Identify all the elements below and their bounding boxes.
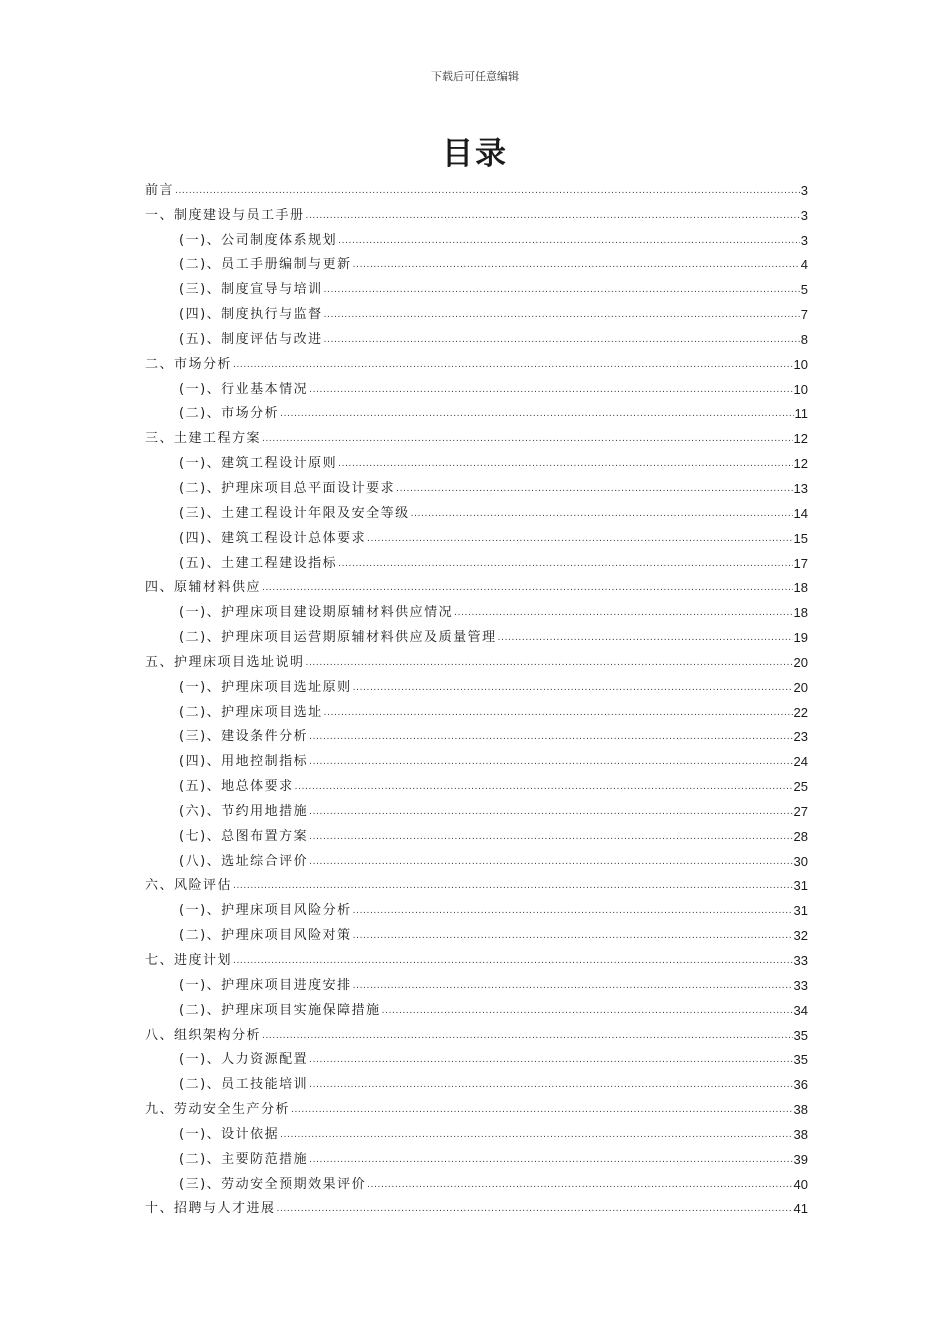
toc-page-number: 33 <box>793 977 808 993</box>
toc-subsection-entry[interactable] <box>145 671 808 696</box>
toc-page-number: 36 <box>793 1077 808 1093</box>
toc-subsection-entry[interactable] <box>145 547 808 572</box>
toc-leader-dots <box>338 236 800 246</box>
toc-entry-text: 三、土建工程方案 <box>145 431 262 447</box>
toc-subsection-entry[interactable] <box>145 298 808 323</box>
toc-leader-dots <box>262 583 793 593</box>
toc-page-number: 7 <box>800 307 808 323</box>
toc-page-number: 12 <box>793 431 808 447</box>
toc-subsection-entry[interactable] <box>145 696 808 721</box>
toc-subsection-entry[interactable] <box>145 273 808 298</box>
toc-page-number: 28 <box>793 828 808 844</box>
toc-entry-text: (一)、建筑工程设计原则 <box>179 456 338 472</box>
toc-entry-text: (一)、行业基本情况 <box>179 381 309 397</box>
toc-page-number: 13 <box>793 480 808 496</box>
toc-leader-dots <box>454 608 792 618</box>
toc-subsection-entry[interactable] <box>145 224 808 249</box>
toc-leader-dots <box>338 459 792 469</box>
toc-entry-text: (二)、主要防范措施 <box>179 1151 309 1167</box>
toc-leader-dots <box>280 1130 792 1140</box>
toc-leader-dots <box>309 832 792 842</box>
toc-leader-dots <box>498 633 793 643</box>
toc-page-number: 18 <box>793 580 808 596</box>
toc-subsection-entry[interactable] <box>145 472 808 497</box>
toc-subsection-entry[interactable] <box>145 1118 808 1143</box>
toc-entry-text: (二)、护理床项目运营期原辅材料供应及质量管理 <box>179 630 497 646</box>
toc-entry-text: 五、护理床项目选址说明 <box>145 654 305 670</box>
toc-page-number: 31 <box>793 878 808 894</box>
toc-leader-dots <box>277 1204 793 1214</box>
toc-section-entry[interactable] <box>145 174 808 199</box>
toc-page-number: 33 <box>793 953 808 968</box>
toc-entry-text: (三)、劳动安全预期效果评价 <box>179 1176 367 1192</box>
toc-subsection-entry[interactable] <box>145 1044 808 1069</box>
toc-leader-dots <box>324 335 800 345</box>
toc-leader-dots <box>309 385 792 395</box>
toc-entry-text: (三)、建设条件分析 <box>179 729 309 745</box>
toc-subsection-entry[interactable] <box>145 845 808 870</box>
toc-entry-text: (二)、市场分析 <box>179 406 280 422</box>
toc-subsection-entry[interactable] <box>145 249 808 274</box>
toc-section-entry[interactable] <box>145 572 808 597</box>
toc-page-number: 3 <box>800 182 808 198</box>
toc-leader-dots <box>324 310 800 320</box>
toc-section-entry[interactable] <box>145 422 808 447</box>
toc-entry-text: (三)、制度宣导与培训 <box>179 282 323 298</box>
toc-entry-text: 二、市场分析 <box>145 356 233 372</box>
toc-leader-dots <box>291 1105 793 1115</box>
toc-page-number: 38 <box>793 1126 808 1142</box>
toc-entry-text: 四、原辅材料供应 <box>145 580 262 596</box>
toc-leader-dots <box>262 434 793 444</box>
toc-page-number: 24 <box>793 754 808 770</box>
toc-subsection-entry[interactable] <box>145 721 808 746</box>
toc-leader-dots <box>411 509 793 519</box>
toc-entry-text: 八、组织架构分析 <box>145 1027 262 1043</box>
toc-subsection-entry[interactable] <box>145 497 808 522</box>
toc-page-number: 4 <box>800 257 808 273</box>
toc-leader-dots <box>233 360 793 370</box>
toc-entry-text: 十、招聘与人才进展 <box>145 1201 276 1217</box>
toc-page-number: 34 <box>793 1002 808 1018</box>
toc-leader-dots <box>306 211 800 221</box>
toc-page-number: 41 <box>793 1201 808 1217</box>
toc-leader-dots <box>353 931 793 941</box>
toc-page-number: 38 <box>793 1102 808 1118</box>
toc-leader-dots <box>353 981 793 991</box>
toc-page-number: 3 <box>800 232 808 248</box>
toc-entry-text: (二)、护理床项目选址 <box>179 704 323 720</box>
toc-leader-dots <box>396 484 792 494</box>
toc-leader-dots <box>175 186 800 196</box>
toc-subsection-entry[interactable] <box>145 919 808 944</box>
toc-subsection-entry[interactable] <box>145 447 808 472</box>
toc-page-number: 20 <box>793 679 808 695</box>
toc-leader-dots <box>324 285 800 295</box>
toc-subsection-entry[interactable] <box>145 795 808 820</box>
header-note: 下载后可任意编辑 <box>431 70 519 83</box>
toc-page-number: 35 <box>793 1027 808 1043</box>
toc-leader-dots <box>309 807 792 817</box>
toc-page-number: 15 <box>793 530 808 546</box>
toc-subsection-entry[interactable] <box>145 994 808 1019</box>
toc-entry-text: 六、风险评估 <box>145 878 233 894</box>
toc-page-number: 20 <box>793 654 808 670</box>
toc-leader-dots <box>295 782 793 792</box>
toc-entry-text: (三)、土建工程设计年限及安全等级 <box>179 505 410 521</box>
toc-page-number: 25 <box>793 779 808 795</box>
toc-section-entry[interactable] <box>145 1093 808 1118</box>
toc-subsection-entry[interactable] <box>145 820 808 845</box>
toc-section-entry[interactable] <box>145 1019 808 1044</box>
toc-entry-text: (四)、用地控制指标 <box>179 754 309 770</box>
toc-leader-dots <box>353 906 793 916</box>
toc-section-entry[interactable] <box>145 1193 808 1218</box>
toc-leader-dots <box>233 881 793 891</box>
toc-section-entry[interactable] <box>145 348 808 373</box>
toc-leader-dots <box>309 1080 792 1090</box>
toc-subsection-entry[interactable] <box>145 596 808 621</box>
toc-entry-text: (二)、员工技能培训 <box>179 1077 309 1093</box>
toc-page-number: 18 <box>793 605 808 621</box>
toc-entry-text: (一)、护理床项目进度安排 <box>179 977 352 993</box>
toc-subsection-entry[interactable] <box>145 373 808 398</box>
toc-section-entry[interactable] <box>145 199 808 224</box>
toc-leader-dots <box>353 683 793 693</box>
toc-leader-dots <box>306 658 793 668</box>
toc-leader-dots <box>309 1155 792 1165</box>
toc-page-number: 22 <box>793 704 808 720</box>
toc-page-number: 32 <box>793 928 808 944</box>
toc-entry-text: (二)、护理床项目实施保障措施 <box>179 1002 381 1018</box>
toc-subsection-entry[interactable] <box>145 621 808 646</box>
toc-leader-dots <box>367 534 792 544</box>
toc-leader-dots <box>382 1006 793 1016</box>
toc-page-number: 10 <box>793 356 808 372</box>
toc-page-number: 27 <box>793 803 808 819</box>
toc-page-number: 14 <box>793 505 808 521</box>
toc-page-number: 11 <box>794 406 808 422</box>
toc-leader-dots <box>309 732 792 742</box>
toc-entry-text: (二)、员工手册编制与更新 <box>179 257 352 273</box>
toc-leader-dots <box>309 857 792 867</box>
toc-entry-text: (四)、制度执行与监督 <box>179 307 323 323</box>
toc-page-number: 12 <box>793 456 808 472</box>
toc-entry-text: (八)、选址综合评价 <box>179 853 309 869</box>
toc-subsection-entry[interactable] <box>145 522 808 547</box>
toc-page-number: 19 <box>793 630 808 646</box>
toc-entry-text: (二)、护理床项目总平面设计要求 <box>179 480 396 496</box>
toc-leader-dots <box>309 1055 792 1065</box>
toc-entry-text: 九、劳动安全生产分析 <box>145 1102 291 1118</box>
toc-entry-text: (一)、护理床项目建设期原辅材料供应情况 <box>179 605 454 621</box>
toc-page-number: 39 <box>793 1151 808 1167</box>
toc-leader-dots <box>353 260 800 270</box>
toc-subsection-entry[interactable] <box>145 323 808 348</box>
toc-entry-text: 七、进度计划 <box>145 953 233 968</box>
toc-section-entry[interactable] <box>145 870 808 895</box>
toc-entry-text: (六)、节约用地措施 <box>179 803 309 819</box>
toc-page-number: 31 <box>793 903 808 919</box>
toc-list <box>145 174 808 1217</box>
toc-leader-dots <box>338 559 792 569</box>
toc-page-number: 17 <box>793 555 808 571</box>
toc-leader-dots <box>324 708 793 718</box>
toc-entry-text: (一)、护理床项目选址原则 <box>179 679 352 695</box>
toc-leader-dots <box>309 757 792 767</box>
toc-subsection-entry[interactable] <box>145 770 808 795</box>
toc-subsection-entry[interactable] <box>145 1143 808 1168</box>
toc-subsection-entry[interactable] <box>145 1168 808 1193</box>
toc-leader-dots <box>233 956 793 966</box>
toc-page-number: 40 <box>793 1176 808 1192</box>
toc-page-number: 23 <box>793 729 808 745</box>
toc-subsection-entry[interactable] <box>145 969 808 994</box>
toc-page-number: 5 <box>800 282 808 298</box>
toc-entry-text: (一)、设计依据 <box>179 1126 280 1142</box>
toc-entry-text: (四)、建筑工程设计总体要求 <box>179 530 367 546</box>
toc-title: 目录 <box>442 136 508 172</box>
toc-entry-text: 一、制度建设与员工手册 <box>145 207 305 223</box>
toc-page-number: 8 <box>800 331 808 347</box>
toc-entry-text: (二)、护理床项目风险对策 <box>179 928 352 944</box>
toc-page-number: 35 <box>793 1052 808 1068</box>
toc-subsection-entry[interactable] <box>145 398 808 423</box>
toc-page-number: 10 <box>793 381 808 397</box>
toc-subsection-entry[interactable] <box>145 894 808 919</box>
toc-entry-text: (五)、土建工程建设指标 <box>179 555 338 571</box>
toc-entry-text: (五)、地总体要求 <box>179 779 294 795</box>
toc-entry-text: (一)、人力资源配置 <box>179 1052 309 1068</box>
toc-page-number: 3 <box>800 207 808 223</box>
toc-entry-text: (一)、公司制度体系规划 <box>179 232 338 248</box>
toc-page-number: 30 <box>793 853 808 869</box>
toc-leader-dots <box>262 1031 793 1041</box>
toc-section-entry[interactable] <box>145 646 808 671</box>
toc-subsection-entry[interactable] <box>145 1068 808 1093</box>
toc-leader-dots <box>367 1180 792 1190</box>
toc-entry-text: (七)、总图布置方案 <box>179 828 309 844</box>
toc-entry-text: 前言 <box>145 182 175 198</box>
toc-entry-text: (五)、制度评估与改进 <box>179 331 323 347</box>
toc-entry-text: (一)、护理床项目风险分析 <box>179 903 352 919</box>
toc-leader-dots <box>280 409 793 419</box>
toc-section-entry[interactable] <box>145 944 808 969</box>
toc-subsection-entry[interactable] <box>145 745 808 770</box>
